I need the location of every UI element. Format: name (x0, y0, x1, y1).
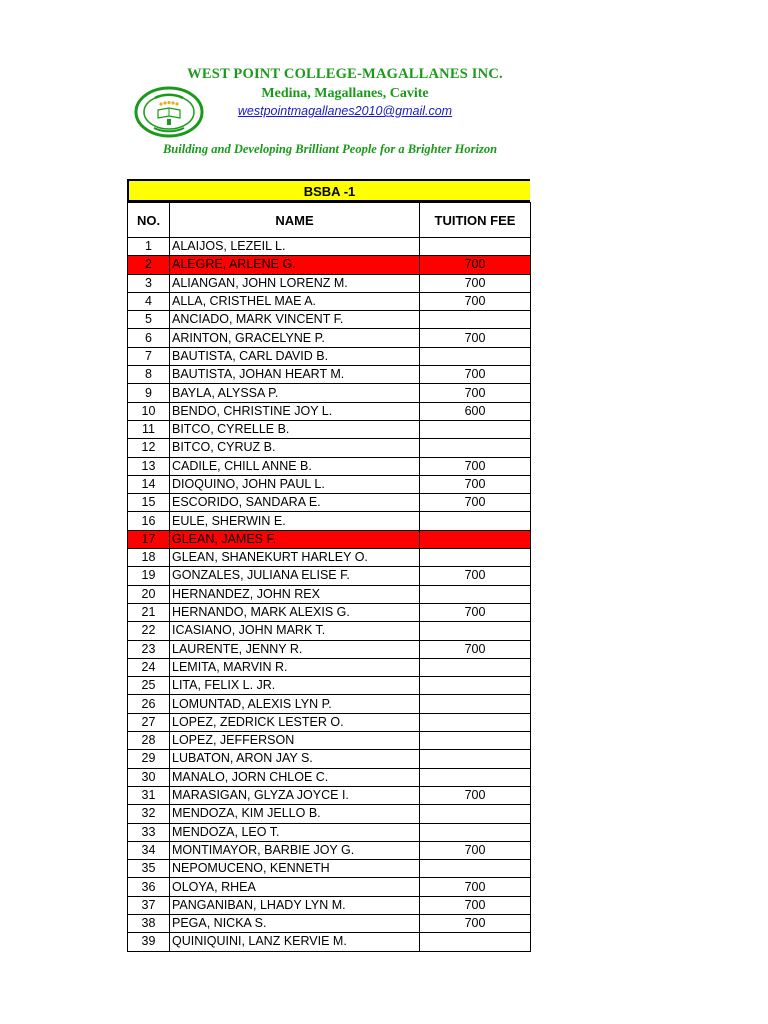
tuition-fee-cell: 700 (420, 841, 531, 859)
student-name-cell: CADILE, CHILL ANNE B. (170, 457, 420, 475)
school-name: WEST POINT COLLEGE-MAGALLANES INC. (187, 66, 503, 82)
school-address: Medina, Magallanes, Cavite (261, 86, 429, 101)
student-name-cell: EULE, SHERWIN E. (170, 512, 420, 530)
row-number-cell: 37 (128, 896, 170, 914)
row-number-cell: 28 (128, 732, 170, 750)
student-name-cell: GONZALES, JULIANA ELISE F. (170, 567, 420, 585)
table-row (128, 677, 531, 695)
table-row (128, 585, 531, 603)
student-name-cell: BAYLA, ALYSSA P. (170, 384, 420, 402)
table-row (128, 347, 531, 365)
student-name-cell: NEPOMUCENO, KENNETH (170, 860, 420, 878)
tuition-fee-cell (420, 238, 531, 256)
table-row (128, 805, 531, 823)
column-header-no: NO. (128, 203, 170, 238)
row-number-cell: 11 (128, 420, 170, 438)
table-row (128, 768, 531, 786)
tuition-fee-cell: 700 (420, 640, 531, 658)
table-row (128, 750, 531, 768)
tuition-fee-cell (420, 805, 531, 823)
table-row (128, 457, 531, 475)
table-row (128, 274, 531, 292)
table-row (128, 878, 531, 896)
tuition-fee-cell (420, 347, 531, 365)
school-email-link[interactable]: westpointmagallanes2010@gmail.com (237, 104, 453, 118)
school-motto: Building and Developing Brilliant People for a Brighter Horizon (162, 142, 498, 156)
row-number-cell: 5 (128, 311, 170, 329)
table-row (128, 384, 531, 402)
tuition-fee-cell: 700 (420, 896, 531, 914)
row-number-cell: 14 (128, 475, 170, 493)
table-row (128, 549, 531, 567)
tuition-fee-cell: 700 (420, 914, 531, 932)
student-name-cell: MANALO, JORN CHLOE C. (170, 768, 420, 786)
column-header-fee: TUITION FEE (420, 203, 531, 238)
table-row (128, 640, 531, 658)
table-row (128, 823, 531, 841)
row-number-cell: 6 (128, 329, 170, 347)
student-name-cell: MARASIGAN, GLYZA JOYCE I. (170, 786, 420, 804)
row-number-cell: 9 (128, 384, 170, 402)
row-number-cell: 23 (128, 640, 170, 658)
row-number-cell: 4 (128, 292, 170, 310)
table-row (128, 603, 531, 621)
student-name-cell: PEGA, NICKA S. (170, 914, 420, 932)
tuition-fee-cell (420, 750, 531, 768)
student-name-cell: LAURENTE, JENNY R. (170, 640, 420, 658)
student-name-cell: ALIANGAN, JOHN LORENZ M. (170, 274, 420, 292)
tuition-sheet (127, 179, 530, 952)
row-number-cell: 20 (128, 585, 170, 603)
table-row (128, 933, 531, 951)
tuition-fee-cell (420, 530, 531, 548)
tuition-fee-cell (420, 439, 531, 457)
row-number-cell: 1 (128, 238, 170, 256)
row-number-cell: 19 (128, 567, 170, 585)
table-row (128, 366, 531, 384)
table-row (128, 402, 531, 420)
student-name-cell: ANCIADO, MARK VINCENT F. (170, 311, 420, 329)
table-row (128, 914, 531, 932)
row-number-cell: 39 (128, 933, 170, 951)
tuition-fee-cell (420, 860, 531, 878)
table-row (128, 713, 531, 731)
tuition-fee-cell (420, 695, 531, 713)
row-number-cell: 16 (128, 512, 170, 530)
student-name-cell: ALEGRE, ARLENE G. (170, 256, 420, 274)
table-row (128, 311, 531, 329)
student-name-cell: HERNANDO, MARK ALEXIS G. (170, 603, 420, 621)
table-row (128, 238, 531, 256)
table-row (128, 256, 531, 274)
tuition-fee-cell: 700 (420, 475, 531, 493)
tuition-fee-cell (420, 512, 531, 530)
row-number-cell: 18 (128, 549, 170, 567)
table-row (128, 329, 531, 347)
row-number-cell: 31 (128, 786, 170, 804)
tuition-fee-cell: 700 (420, 292, 531, 310)
row-number-cell: 3 (128, 274, 170, 292)
student-name-cell: BAUTISTA, CARL DAVID B. (170, 347, 420, 365)
student-name-cell: LUBATON, ARON JAY S. (170, 750, 420, 768)
table-row (128, 475, 531, 493)
student-name-cell: BENDO, CHRISTINE JOY L. (170, 402, 420, 420)
table-row (128, 567, 531, 585)
row-number-cell: 32 (128, 805, 170, 823)
tuition-fee-cell: 700 (420, 256, 531, 274)
student-name-cell: LOPEZ, ZEDRICK LESTER O. (170, 713, 420, 731)
table-row (128, 530, 531, 548)
student-name-cell: ARINTON, GRACELYNE P. (170, 329, 420, 347)
row-number-cell: 30 (128, 768, 170, 786)
tuition-fee-cell: 700 (420, 878, 531, 896)
student-name-cell: ICASIANO, JOHN MARK T. (170, 622, 420, 640)
tuition-fee-cell: 700 (420, 384, 531, 402)
table-row (128, 695, 531, 713)
student-name-cell: ESCORIDO, SANDARA E. (170, 494, 420, 512)
student-name-cell: ALLA, CRISTHEL MAE A. (170, 292, 420, 310)
row-number-cell: 10 (128, 402, 170, 420)
row-number-cell: 8 (128, 366, 170, 384)
student-name-cell: MONTIMAYOR, BARBIE JOY G. (170, 841, 420, 859)
student-name-cell: GLEAN, SHANEKURT HARLEY O. (170, 549, 420, 567)
tuition-fee-cell: 700 (420, 494, 531, 512)
table-row (128, 420, 531, 438)
student-name-cell: LITA, FELIX L. JR. (170, 677, 420, 695)
row-number-cell: 2 (128, 256, 170, 274)
student-name-cell: GLEAN, JAMES F. (170, 530, 420, 548)
tuition-fee-cell (420, 622, 531, 640)
tuition-fee-cell (420, 549, 531, 567)
tuition-fee-cell: 700 (420, 366, 531, 384)
row-number-cell: 34 (128, 841, 170, 859)
student-name-cell: MENDOZA, KIM JELLO B. (170, 805, 420, 823)
table-row (128, 860, 531, 878)
table-row (128, 622, 531, 640)
table-row (128, 292, 531, 310)
student-name-cell: QUINIQUINI, LANZ KERVIE M. (170, 933, 420, 951)
column-header-name: NAME (170, 203, 420, 238)
row-number-cell: 26 (128, 695, 170, 713)
tuition-fee-cell: 700 (420, 274, 531, 292)
table-row (128, 732, 531, 750)
row-number-cell: 33 (128, 823, 170, 841)
row-number-cell: 17 (128, 530, 170, 548)
tuition-fee-cell (420, 585, 531, 603)
row-number-cell: 12 (128, 439, 170, 457)
tuition-fee-cell (420, 823, 531, 841)
student-name-cell: HERNANDEZ, JOHN REX (170, 585, 420, 603)
table-header-row (128, 203, 531, 238)
table-row (128, 658, 531, 676)
student-name-cell: ALAIJOS, LEZEIL L. (170, 238, 420, 256)
tuition-fee-cell: 600 (420, 402, 531, 420)
row-number-cell: 24 (128, 658, 170, 676)
section-title: BSBA -1 (127, 179, 530, 202)
row-number-cell: 35 (128, 860, 170, 878)
row-number-cell: 13 (128, 457, 170, 475)
tuition-fee-cell (420, 420, 531, 438)
row-number-cell: 36 (128, 878, 170, 896)
row-number-cell: 25 (128, 677, 170, 695)
row-number-cell: 22 (128, 622, 170, 640)
tuition-fee-cell: 700 (420, 786, 531, 804)
tuition-fee-cell (420, 658, 531, 676)
student-name-cell: BITCO, CYRELLE B. (170, 420, 420, 438)
tuition-fee-cell (420, 732, 531, 750)
table-row (128, 896, 531, 914)
table-row (128, 512, 531, 530)
row-number-cell: 7 (128, 347, 170, 365)
tuition-fee-cell: 700 (420, 329, 531, 347)
row-number-cell: 29 (128, 750, 170, 768)
table-row (128, 786, 531, 804)
row-number-cell: 27 (128, 713, 170, 731)
student-name-cell: LOMUNTAD, ALEXIS LYN P. (170, 695, 420, 713)
row-number-cell: 38 (128, 914, 170, 932)
student-name-cell: LEMITA, MARVIN R. (170, 658, 420, 676)
tuition-fee-cell: 700 (420, 457, 531, 475)
row-number-cell: 15 (128, 494, 170, 512)
row-number-cell: 21 (128, 603, 170, 621)
student-name-cell: BAUTISTA, JOHAN HEART M. (170, 366, 420, 384)
tuition-fee-cell (420, 677, 531, 695)
student-table (127, 202, 531, 952)
student-name-cell: PANGANIBAN, LHADY LYN M. (170, 896, 420, 914)
student-name-cell: OLOYA, RHEA (170, 878, 420, 896)
tuition-fee-cell (420, 713, 531, 731)
table-row (128, 439, 531, 457)
student-name-cell: DIOQUINO, JOHN PAUL L. (170, 475, 420, 493)
student-name-cell: BITCO, CYRUZ B. (170, 439, 420, 457)
table-row (128, 494, 531, 512)
student-name-cell: LOPEZ, JEFFERSON (170, 732, 420, 750)
tuition-fee-cell (420, 768, 531, 786)
tuition-fee-cell (420, 311, 531, 329)
tuition-fee-cell: 700 (420, 603, 531, 621)
student-name-cell: MENDOZA, LEO T. (170, 823, 420, 841)
tuition-fee-cell: 700 (420, 567, 531, 585)
tuition-fee-cell (420, 933, 531, 951)
table-row (128, 841, 531, 859)
